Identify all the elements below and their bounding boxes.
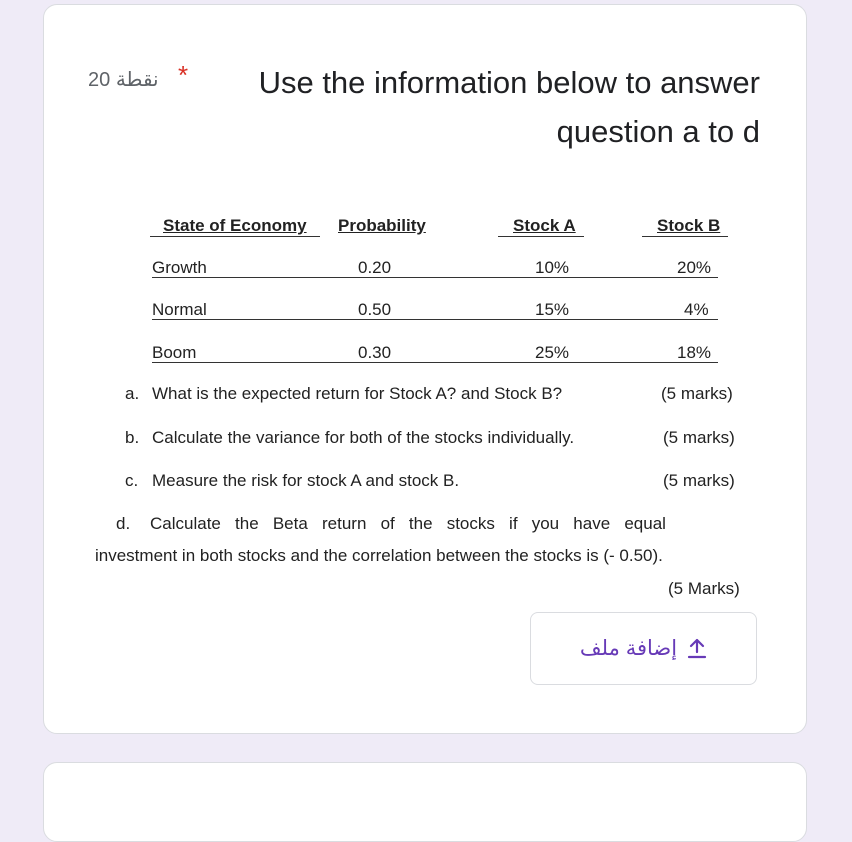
row-normal-state: Normal — [152, 300, 207, 319]
row-boom-state: Boom — [152, 343, 197, 362]
header-underline-1 — [150, 236, 320, 237]
header-underline-2 — [498, 236, 584, 237]
row-boom-probability: 0.30 — [358, 343, 392, 362]
item-a-text: What is the expected return for Stock A? and Stock B? — [152, 384, 563, 403]
row-line — [152, 362, 718, 363]
header-underline-3 — [642, 236, 728, 237]
item-b-text: Calculate the variance for both of the stocks individually. — [152, 428, 575, 447]
required-asterisk: * — [178, 60, 189, 90]
row-normal-stock-b: 4% — [684, 300, 709, 319]
item-d-marks: (5 Marks) — [668, 579, 740, 598]
row-growth-stock-a: 10% — [535, 258, 570, 277]
question-title — [220, 58, 760, 156]
item-a-marks: (5 marks) — [661, 384, 733, 403]
item-d-label: d. — [116, 514, 131, 533]
next-question-card — [43, 762, 807, 842]
item-a-label: a. — [125, 384, 140, 403]
header-state: State of Economy — [163, 216, 307, 235]
header-probability: Probability — [338, 216, 426, 235]
row-boom-stock-a: 25% — [535, 343, 570, 362]
question-title-line2: question a to d — [556, 114, 760, 149]
header-stock-a: Stock A — [513, 216, 576, 235]
item-d-text-line2: investment in both stocks and the correlation between the stocks is (- 0.50). — [95, 546, 663, 565]
item-b-label: b. — [125, 428, 140, 447]
header-stock-b: Stock B — [657, 216, 721, 235]
row-growth-probability: 0.20 — [358, 258, 392, 277]
item-c-label: c. — [125, 471, 139, 490]
row-growth-state: Growth — [152, 258, 207, 277]
upload-icon — [687, 638, 707, 660]
question-title-line1: Use the information below to answer — [258, 65, 760, 100]
item-c-marks: (5 marks) — [663, 471, 735, 490]
item-b-marks: (5 marks) — [663, 428, 735, 447]
row-boom-stock-b: 18% — [677, 343, 712, 362]
row-growth-stock-b: 20% — [677, 258, 712, 277]
item-c-text: Measure the risk for stock A and stock B. — [152, 471, 460, 490]
add-file-label: إضافة ملف — [579, 637, 678, 660]
row-line — [152, 319, 718, 320]
item-d-text-line1: Calculate the Beta return of the stocks if you have equal — [150, 514, 666, 533]
row-line — [152, 277, 718, 278]
points-label: 20 نقطة — [88, 69, 159, 91]
question-image — [90, 200, 760, 610]
add-file-button[interactable] — [530, 612, 757, 685]
row-normal-probability: 0.50 — [358, 300, 392, 319]
row-normal-stock-a: 15% — [535, 300, 570, 319]
